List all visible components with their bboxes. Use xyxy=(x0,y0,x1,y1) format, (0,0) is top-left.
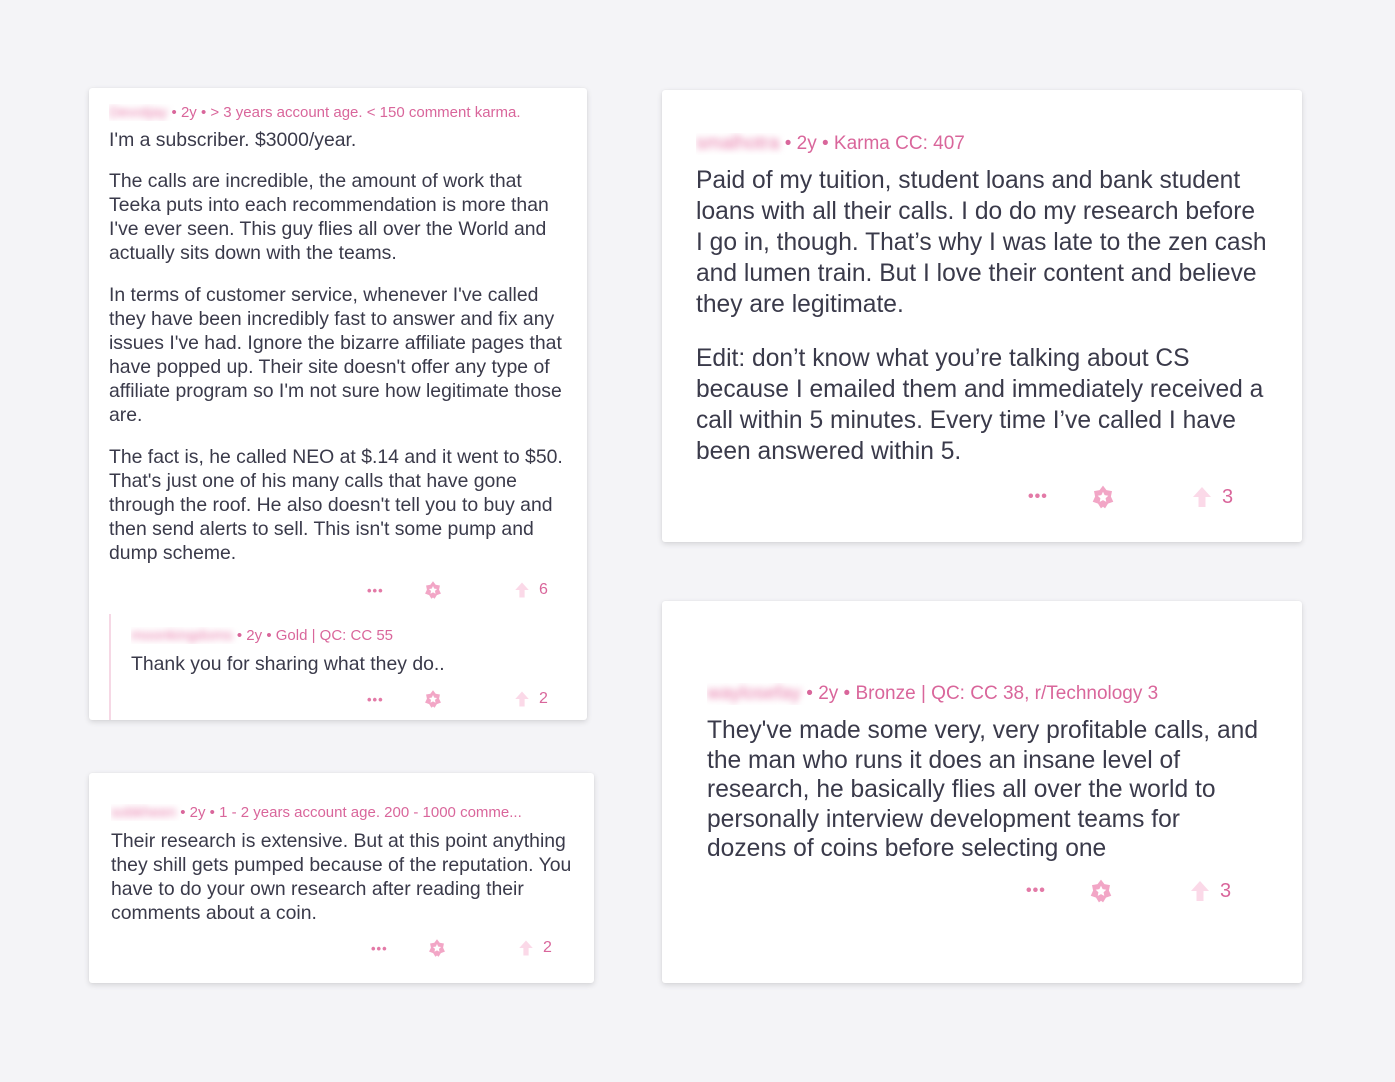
upvote-arrow-icon[interactable] xyxy=(1190,485,1222,509)
username[interactable]: Devotjay xyxy=(109,104,168,121)
more-options-button[interactable]: ••• xyxy=(1028,488,1048,505)
comment-actions xyxy=(367,580,548,600)
award-icon[interactable] xyxy=(423,580,447,600)
more-options-button[interactable]: ••• xyxy=(367,691,384,707)
upvote-arrow-icon[interactable] xyxy=(517,939,543,957)
award-icon[interactable] xyxy=(423,689,447,709)
upvote-arrow-icon[interactable] xyxy=(1188,879,1220,903)
comment-paragraph: In terms of customer service, whenever I've called they have been incredibly fast to answer and fix any issues I've had. Ignore the bizarre affiliate pages that have popped up. Their site doesn't offer any type of affiliate program so I'm not sure how legitimate those are. xyxy=(109,284,562,426)
comment-card-1 xyxy=(89,88,587,720)
upvote-arrow-icon[interactable] xyxy=(513,581,539,599)
comment-paragraph: The fact is, he called NEO at $.14 and it went to $50. That's just one of his many calls that have gone through the roof. He also doesn't tell you to buy and then send alerts to sell. This isn't some pump and dump scheme. xyxy=(109,446,563,564)
vote-count: 2 xyxy=(543,939,552,956)
vote-count: 6 xyxy=(539,581,548,598)
username[interactable]: smalhotra xyxy=(696,133,780,154)
award-icon[interactable] xyxy=(1090,484,1120,510)
comment-actions xyxy=(1026,878,1231,904)
comment-meta-text: • 2y • > 3 years account age. < 150 comment karma. xyxy=(167,104,521,121)
comment-card-4 xyxy=(662,601,1302,983)
comment-meta xyxy=(707,683,1262,705)
comment-meta xyxy=(111,804,572,821)
comment-card-3 xyxy=(662,90,1302,542)
comment-meta-text: • 2y • 1 - 2 years account age. 200 - 1000 comme... xyxy=(176,804,522,821)
more-options-button[interactable]: ••• xyxy=(367,582,384,598)
username[interactable]: moonkingdoms xyxy=(131,627,233,644)
vote-count: 2 xyxy=(539,690,548,707)
comment-meta xyxy=(109,104,567,121)
reply-actions xyxy=(367,689,548,709)
comment-paragraph: They've made some very, very profitable calls, and the man who runs it does an insane level of research, he basically flies all over the world to personally interview development teams for dozens of coins before selecting one xyxy=(707,717,1259,862)
comment-paragraph: The calls are incredible, the amount of work that Teeka puts into each recommendation is more than I've ever seen. This guy flies all over the World and actually sits down with the teams. xyxy=(109,170,549,264)
vote-count: 3 xyxy=(1222,485,1234,508)
comment-paragraph: Paid of my tuition, student loans and bank student loans with all their calls. I do do my research before I go in, though. That’s why I was late to the zen cash and lumen train. But I love their content and believe they are legitimate. xyxy=(696,167,1267,318)
comment-paragraph: Their research is extensive. But at this point anything they shill gets pumped because of the reputation. You have to do your own research after reading their comments about a coin. xyxy=(111,830,572,924)
comment-meta xyxy=(131,627,569,644)
vote-count: 3 xyxy=(1220,879,1232,902)
more-options-button[interactable]: ••• xyxy=(1026,882,1046,899)
award-icon[interactable] xyxy=(1088,878,1118,904)
comment-body xyxy=(109,128,567,565)
comment-meta-text: • 2y • Karma CC: 407 xyxy=(779,133,965,154)
comment-paragraph: Edit: don’t know what you’re talking about CS because I emailed them and immediately received a call within 5 minutes. Every time I’ve called I have been answered within 5. xyxy=(696,345,1264,465)
username[interactable]: waylosefay xyxy=(707,683,801,704)
comment-paragraph: Thank you for sharing what they do.. xyxy=(131,653,445,675)
comment-body xyxy=(131,652,569,676)
upvote-arrow-icon[interactable] xyxy=(513,690,539,708)
username[interactable]: sobkheen xyxy=(111,804,177,821)
comment-paragraph: I'm a subscriber. $3000/year. xyxy=(109,129,357,151)
more-options-button[interactable]: ••• xyxy=(371,940,388,956)
comment-meta-text: • 2y • Bronze | QC: CC 38, r/Technology 3 xyxy=(801,683,1159,704)
comment-body xyxy=(707,716,1262,864)
award-icon[interactable] xyxy=(427,938,451,958)
comment-meta xyxy=(696,133,1268,155)
comment-actions xyxy=(371,938,552,958)
comment-meta-text: • 2y • Gold | QC: CC 55 xyxy=(232,627,394,644)
comment-actions xyxy=(1028,484,1233,510)
comment-card-2 xyxy=(89,773,594,983)
comment-body xyxy=(111,829,572,925)
comment-body xyxy=(696,165,1268,467)
